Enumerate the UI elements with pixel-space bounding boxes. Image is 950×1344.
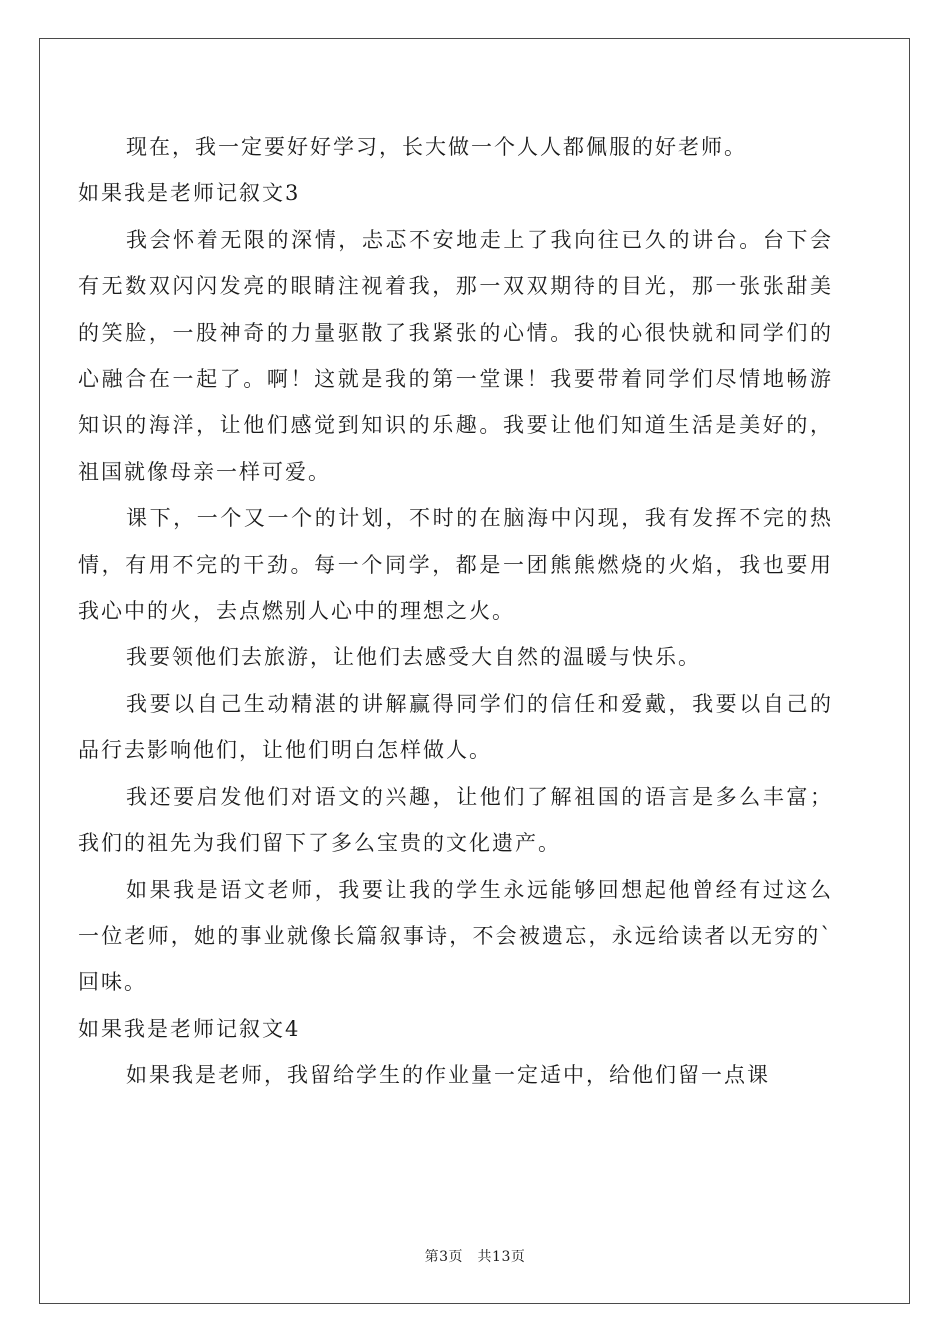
- paragraph: 如果我是语文老师，我要让我的学生永远能够回想起他曾经有过这么一位老师，她的事业就像长篇叙事诗，不会被遗忘，永远给读者以无穷的`回味。: [78, 877, 833, 995]
- page-number: 第3页 共13页: [424, 1249, 526, 1265]
- paragraph: 我会怀着无限的深情，忐忑不安地走上了我向往已久的讲台。台下会有无数双闪闪发亮的眼睛注视着我，那一双双期待的目光，那一张张甜美的笑脸，一股神奇的力量驱散了我紧张的心情。我的心很快就和同学们的心融合在一起了。啊！这就是我的第一堂课！我要带着同学们尽情地畅游知识的海洋，让他们感觉到知识的乐趣。我要让他们知道生活是美好的，祖国就像母亲一样可爱。: [78, 227, 833, 484]
- section-heading: 如果我是老师记叙文4: [78, 1016, 301, 1041]
- section-heading: 如果我是老师记叙文3: [78, 181, 301, 206]
- document-body: [78, 124, 833, 1099]
- paragraph: 我还要启发他们对语文的兴趣，让他们了解祖国的语言是多么丰富；我们的祖先为我们留下了多么宝贵的文化遗产。: [78, 784, 833, 856]
- paragraph: 我要以自己生动精湛的讲解赢得同学们的信任和爱戴，我要以自己的品行去影响他们，让他们明白怎样做人。: [78, 691, 833, 763]
- paragraph: 我要领他们去旅游，让他们去感受大自然的温暖与快乐。: [126, 645, 701, 670]
- paragraph: 现在，我一定要好好学习，长大做一个人人都佩服的好老师。: [126, 135, 747, 159]
- paragraph: 如果我是老师，我留给学生的作业量一定适中，给他们留一点课: [126, 1063, 770, 1088]
- paragraph: 课下，一个又一个的计划，不时的在脑海中闪现，我有发挥不完的热情，有用不完的干劲。每一个同学，都是一团熊熊燃烧的火焰，我也要用我心中的火，去点燃别人心中的理想之火。: [78, 506, 833, 624]
